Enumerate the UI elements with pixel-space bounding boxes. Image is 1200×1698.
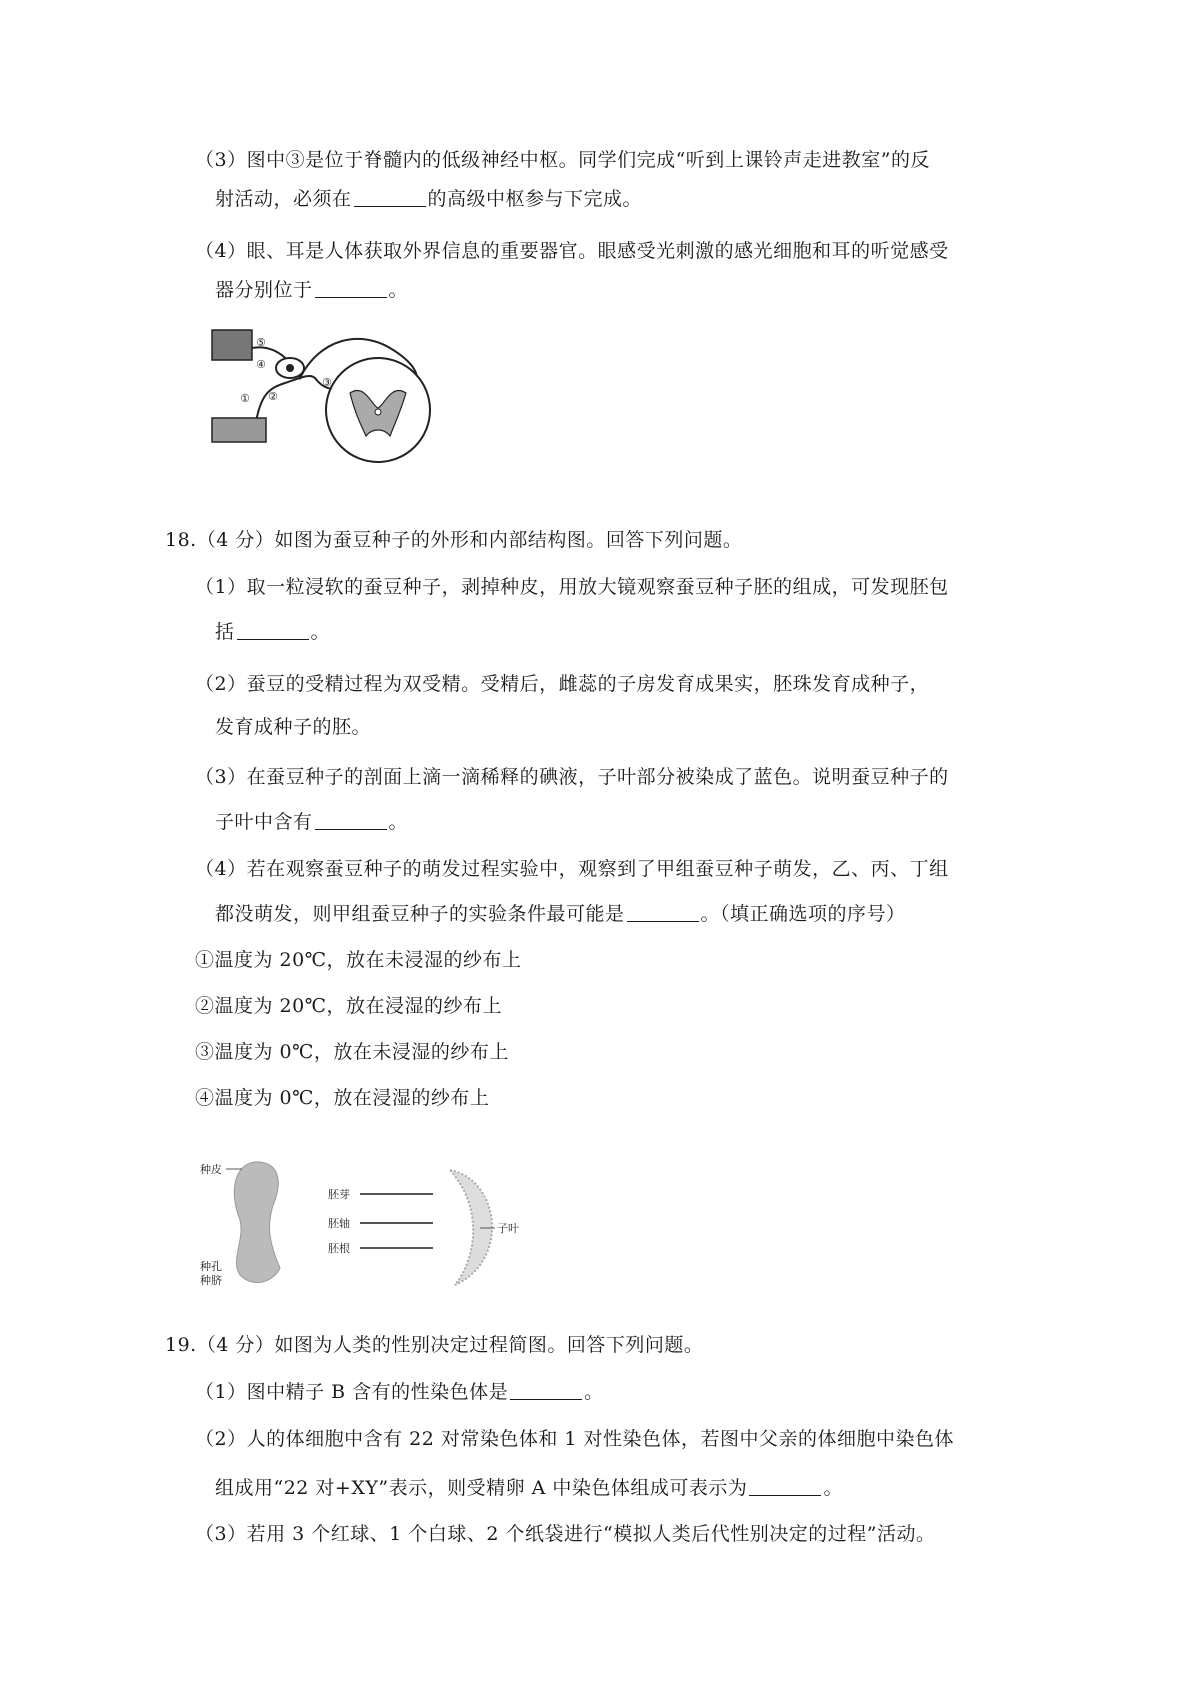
label-plumule: 胚芽 [328, 1188, 350, 1201]
q18-part4-text-a: 都没萌发，则甲组蚕豆种子的实验条件最可能是 [215, 903, 625, 925]
q18-part3-text-b: 。 [388, 811, 409, 833]
ganglion-core [286, 364, 294, 372]
answer-blank[interactable] [315, 279, 387, 298]
q18-part4-text-b: 。（填正确选项的序号） [700, 903, 906, 925]
q17-part3-text-b: 的高级中枢参与下完成。 [427, 188, 643, 210]
q18-part1-text-b: 。 [310, 621, 331, 643]
figure-label: ② [268, 390, 278, 403]
q18-part4-line2 [215, 902, 906, 926]
q19-part1-text-a: （1）图中精子 B 含有的性染色体是 [195, 1381, 509, 1403]
q19-part2-text-a: 组成用“22 对+XY”表示，则受精卵 A 中染色体组成可表示为 [215, 1477, 748, 1499]
q19-part1-text-b: 。 [584, 1381, 604, 1403]
q17-part3-line1: （3）图中③是位于脊髓内的低级神经中枢。同学们完成“听到上课铃声走进教室”的反 [195, 149, 931, 171]
q19-part3-line1: （3）若用 3 个红球、1 个白球、2 个纸袋进行“模拟人类后代性别决定的过程”活动。 [195, 1523, 936, 1545]
label-micropyle: 种孔 [200, 1260, 222, 1273]
answer-blank[interactable] [237, 621, 309, 640]
bean-seed-figure [200, 1150, 570, 1290]
q18-header: 18.（4 分）如图为蚕豆种子的外形和内部结构图。回答下列问题。 [165, 529, 743, 551]
q18-part1-line2 [215, 620, 330, 644]
q18-part4-line1: （4）若在观察蚕豆种子的萌发过程实验中，观察到了甲组蚕豆种子萌发，乙、丙、丁组 [195, 858, 949, 880]
q18-part1-line1: （1）取一粒浸软的蚕豆种子，剥掉种皮，用放大镜观察蚕豆种子胚的组成，可发现胚包 [195, 576, 949, 598]
q19-part2-line1: （2）人的体细胞中含有 22 对常染色体和 1 对性染色体，若图中父亲的体细胞中染色体 [195, 1428, 955, 1450]
figure-label: ③ [322, 376, 332, 389]
figure-label: ④ [256, 358, 266, 371]
q17-part4-text-a: 器分别位于 [215, 279, 313, 301]
answer-blank[interactable] [749, 1477, 821, 1496]
label-radicle: 胚根 [328, 1242, 350, 1255]
answer-blank[interactable] [354, 188, 426, 207]
q18-option: ④温度为 0℃，放在浸湿的纱布上 [195, 1087, 490, 1109]
receptor-tissue [212, 418, 266, 442]
q17-part3-line2 [215, 187, 642, 211]
q18-option: ②温度为 20℃，放在浸湿的纱布上 [195, 995, 502, 1017]
figure-label: ⑤ [256, 336, 266, 349]
q19-part2-line2 [215, 1476, 843, 1500]
label-hilum: 种脐 [200, 1274, 222, 1287]
q17-part4-line1: （4）眼、耳是人体获取外界信息的重要器官。眼感受光刺激的感光细胞和耳的听觉感受 [195, 240, 949, 262]
q18-part3-line2 [215, 810, 408, 834]
q18-option: ①温度为 20℃，放在未浸湿的纱布上 [195, 949, 522, 971]
answer-blank[interactable] [510, 1381, 582, 1400]
q17-part4-line2 [215, 278, 408, 302]
central-canal [375, 409, 381, 415]
reflex-arc-figure [200, 318, 460, 466]
label-hypocotyl: 胚轴 [328, 1217, 350, 1230]
figure-label: ① [240, 392, 250, 405]
q18-part3-text-a: 子叶中含有 [215, 811, 313, 833]
answer-blank[interactable] [627, 903, 699, 922]
q17-part3-text-a: 射活动，必须在 [215, 188, 352, 210]
q19-part1 [195, 1380, 604, 1404]
q19-header: 19.（4 分）如图为人类的性别决定过程简图。回答下列问题。 [165, 1334, 704, 1356]
q19-part2-text-b: 。 [823, 1477, 843, 1499]
q18-part3-line1: （3）在蚕豆种子的剖面上滴一滴稀释的碘液，子叶部分被染成了蓝色。说明蚕豆种子的 [195, 766, 949, 788]
q18-part2-line2: 发育成种子的胚。 [215, 716, 372, 738]
q18-part1-text-a: 括 [215, 621, 235, 643]
label-cotyledon: 子叶 [497, 1222, 519, 1235]
answer-blank[interactable] [315, 811, 387, 830]
label-seed-coat: 种皮 [200, 1163, 222, 1176]
q17-part4-text-b: 。 [388, 279, 409, 301]
seed-coat-shape [234, 1162, 280, 1283]
q18-part2-line1: （2）蚕豆的受精过程为双受精。受精后，雌蕊的子房发育成果实，胚珠发育成种子， [195, 673, 930, 695]
effector-tissue [212, 330, 252, 360]
q18-option: ③温度为 0℃，放在未浸湿的纱布上 [195, 1041, 509, 1063]
